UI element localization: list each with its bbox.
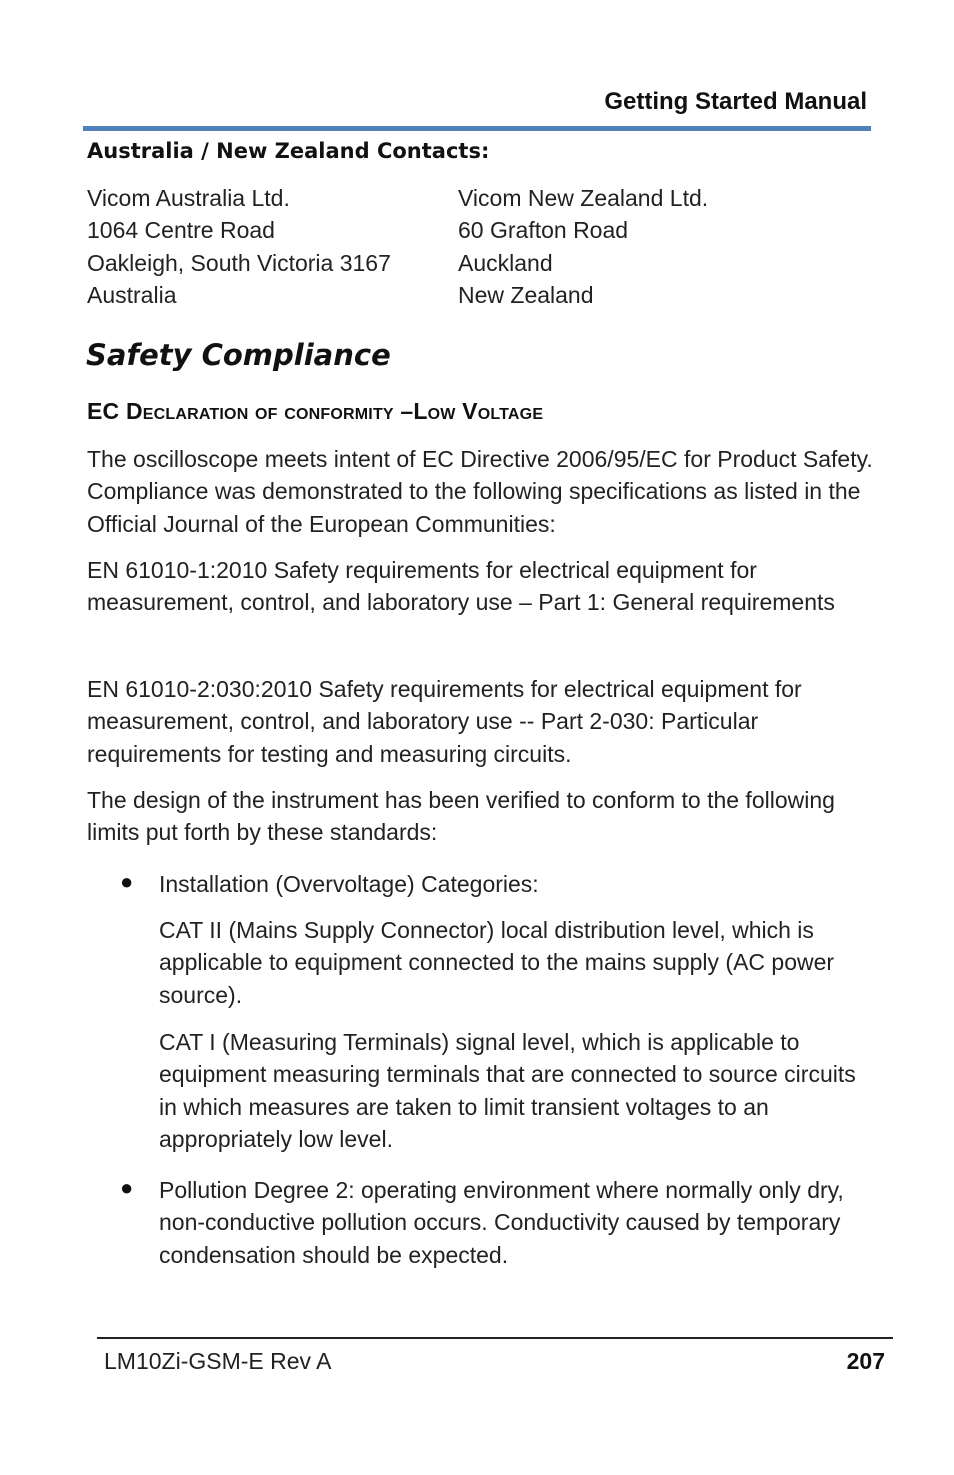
header-rule <box>83 126 871 131</box>
running-header-title: Getting Started Manual <box>604 88 867 115</box>
address-line: New Zealand <box>458 281 594 308</box>
paragraph: EN 61010-2:030:2010 Safety requirements for electrical equipment for measurement, control, and laboratory use -- Part 2-030: Particular requirements for testing and measuring circuits. <box>87 676 802 767</box>
bullet-label: Installation (Overvoltage) Categories: <box>159 871 539 897</box>
australia-address <box>87 182 391 311</box>
section-title: Safety Compliance <box>86 338 391 372</box>
footer-page-number: 207 <box>846 1348 885 1374</box>
bullet-detail: CAT I (Measuring Terminals) signal level, which is applicable to equipment measuring terminals that are connected to source circuits in which measures are taken to limit transient voltages to an appropriately low level. <box>159 1029 856 1152</box>
bullet-icon: ● <box>120 869 134 894</box>
bullet-icon: ● <box>120 1175 134 1200</box>
paragraph: The oscilloscope meets intent of EC Directive 2006/95/EC for Product Safety. Compliance was demonstrated to the following specifications as listed in the Official Journal of the European Communities: <box>87 446 873 537</box>
address-line: Australia <box>87 281 177 308</box>
address-line: Vicom New Zealand Ltd. <box>458 185 709 211</box>
contacts-heading: Australia / New Zealand Contacts: <box>87 139 490 163</box>
new-zealand-address <box>458 182 708 311</box>
bullet-label: Pollution Degree 2: operating environment where normally only dry, non-conductive pollution occurs. Conductivity caused by temporary condensation should be expected. <box>159 1177 844 1268</box>
paragraph: EN 61010-1:2010 Safety requirements for electrical equipment for measurement, control, and laboratory use – Part 1: General requirements <box>87 557 835 616</box>
bullet-detail: CAT II (Mains Supply Connector) local distribution level, which is applicable to equipment connected to the mains supply (AC power source). <box>159 917 835 1008</box>
footer-document-id: LM10Zi-GSM-E Rev A <box>104 1348 332 1374</box>
address-line: Oakleigh, South Victoria 3167 <box>87 249 391 276</box>
address-line: Auckland <box>458 249 553 276</box>
subsection-title: EC Declaration of conformity –Low Voltage <box>87 398 544 424</box>
address-line: 1064 Centre Road <box>87 217 275 244</box>
address-line: Vicom Australia Ltd. <box>87 185 290 211</box>
footer-rule <box>97 1337 893 1339</box>
paragraph: The design of the instrument has been verified to conform to the following limits put forth by these standards: <box>87 787 835 846</box>
address-line: 60 Grafton Road <box>458 217 629 244</box>
